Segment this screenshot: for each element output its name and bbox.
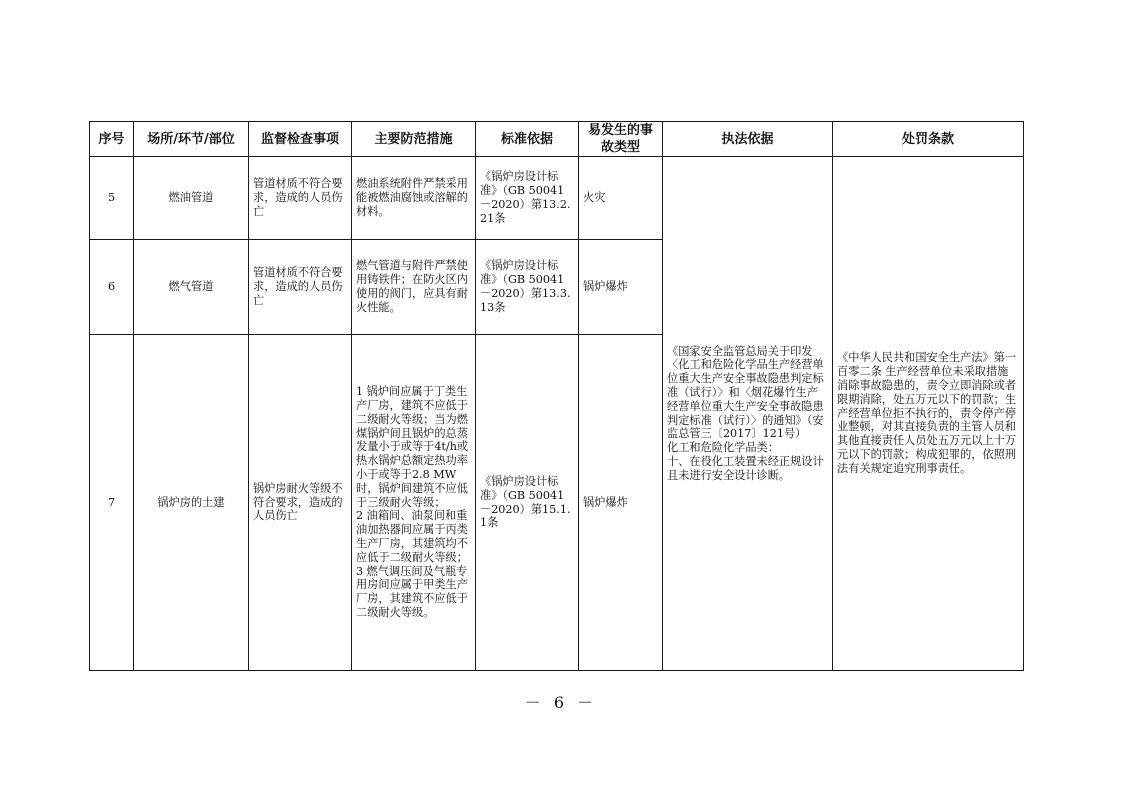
row-standard: 《锅炉房设计标准》（GB 50041－2020）第15.1.1条: [476, 335, 579, 671]
table-header-row: [90, 122, 1024, 157]
legal-basis-text: 《国家安全监管总局关于印发〈化工和危险化学品生产经营单位重大生产安全事故隐患判定标准（试行）〉和〈烟花爆竹生产经营单位重大生产安全事故隐患判定标准（试行）〉的通知》（安监总管三〔2017〕121号） 化工和危险化学品类： 十、在役化工装置未经正规设计且未进行安全设计诊断。: [667, 344, 824, 482]
header-legal-basis: 执法依据: [663, 122, 833, 157]
row-inspection: 锅炉房耐火等级不符合要求，造成的人员伤亡: [249, 335, 352, 671]
row-inspection: 管道材质不符合要求，造成的人员伤亡: [249, 157, 352, 240]
row-accident-type: 火灾: [579, 157, 663, 240]
row-location: 锅炉房的土建: [134, 335, 249, 671]
row-measures: [352, 240, 476, 335]
row-number: 5: [90, 157, 134, 240]
row-inspection: 管道材质不符合要求，造成的人员伤亡: [249, 240, 352, 335]
row-number: 6: [90, 240, 134, 335]
row-location: 燃油管道: [134, 157, 249, 240]
row-measures: [352, 335, 476, 671]
header-inspection: 监督检查事项: [249, 122, 352, 157]
row-number: 7: [90, 335, 134, 671]
row-location: 燃气管道: [134, 240, 249, 335]
legal-basis-cell: [663, 157, 833, 671]
row-measures-text: 燃气管道与附件严禁使用铸铁件；在防火区内使用的阀门，应具有耐火性能。: [356, 259, 468, 314]
row-standard: 《锅炉房设计标准》（GB 50041－2020）第13.2.21条: [476, 157, 579, 240]
row-measures: [352, 157, 476, 240]
header-location: 场所/环节/部位: [134, 122, 249, 157]
table-row: [90, 157, 1024, 240]
row-accident-type: 锅炉爆炸: [579, 240, 663, 335]
header-accident: 易发生的事故类型: [579, 122, 663, 157]
row-measures-text: 燃油系统附件严禁采用能被燃油腐蚀或溶解的材料。: [356, 177, 468, 218]
row-measures-text: 1 锅炉间应属于丁类生产厂房，建筑不应低于二级耐火等级；当为燃煤锅炉间且锅炉的总蒸发量小于或等于4t/h或热水锅炉总额定热功率小于或等于2.8 MW时，锅炉间建筑不应低于三级耐火等级； 2 油箱间、油泵间和重油加热器间应属于丙类生产厂房，其建筑均不应低于二级耐火等级； 3 燃气调压间及气瓶专用房间应属于甲类生产厂房，其建筑不应低于二级耐火等级。: [356, 385, 469, 619]
row-standard: 《锅炉房设计标准》（GB 50041－2020）第13.3.13条: [476, 240, 579, 335]
header-measures: 主要防范措施: [352, 122, 476, 157]
header-num: 序号: [90, 122, 134, 157]
row-accident-type: 锅炉爆炸: [579, 335, 663, 671]
page-number: － 6 －: [524, 693, 598, 712]
header-penalty: 处罚条款: [833, 122, 1024, 157]
regulation-table: [89, 121, 1024, 671]
penalty-text: 《中华人民共和国安全生产法》第一百零二条 生产经营单位未采取措施消除事故隐患的，责令立即消除或者限期消除，处五万元以下的罚款；生产经营单位拒不执行的，责令停产停业整顿，对其直接负责的主管人员和其他直接责任人员处五万元以上十万元以下的罚款；构成犯罪的，依照刑法有关规定追究刑事责任。: [837, 351, 1017, 475]
penalty-cell: [833, 157, 1024, 671]
header-standard: 标准依据: [476, 122, 579, 157]
